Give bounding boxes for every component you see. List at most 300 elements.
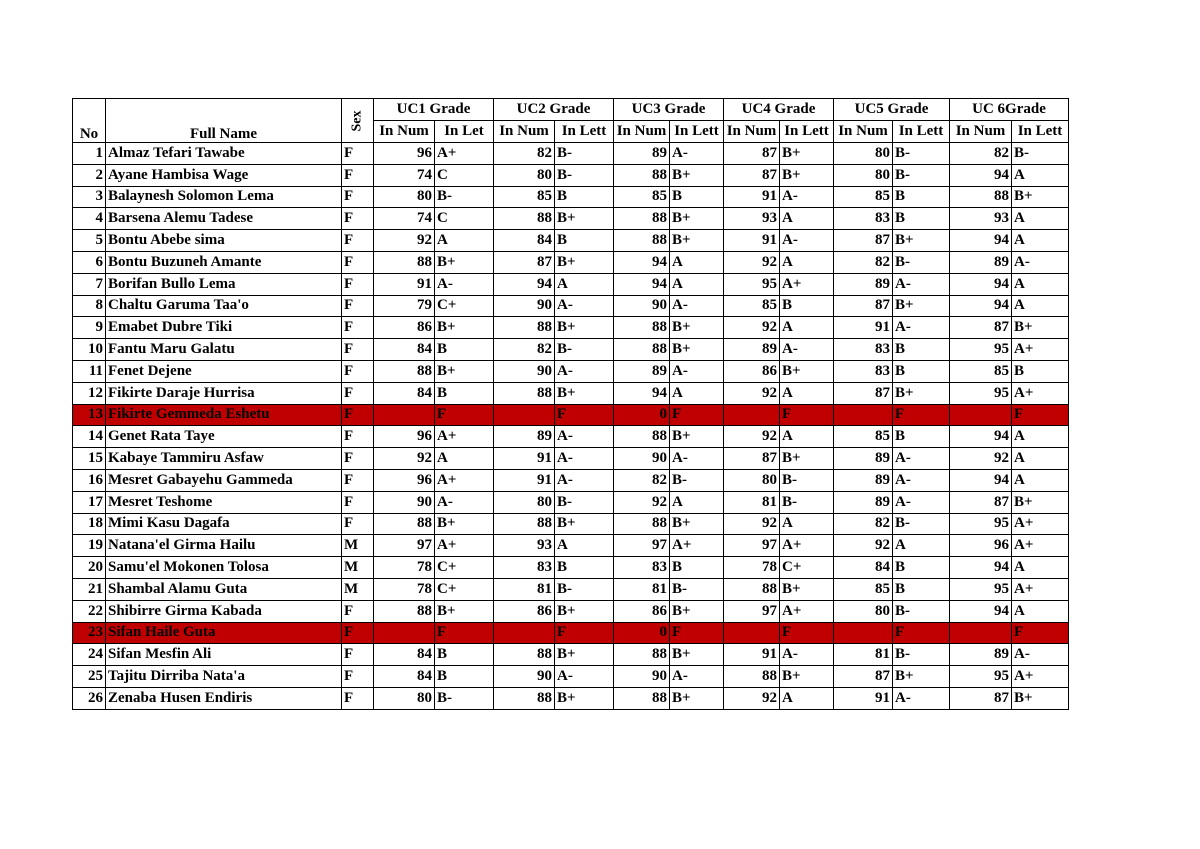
uc4-grade-number: 97	[724, 535, 780, 557]
uc1-grade-number: 97	[374, 535, 435, 557]
uc1-grade-letter: B	[435, 644, 494, 666]
uc6-grade-letter: A	[1012, 469, 1069, 491]
uc3-grade-number: 94	[614, 382, 670, 404]
student-sex: F	[342, 230, 374, 252]
uc4-grade-number: 92	[724, 513, 780, 535]
uc1-grade-number: 74	[374, 208, 435, 230]
uc5-grade-number: 85	[834, 186, 893, 208]
student-name: Fikirte Daraje Hurrisa	[106, 382, 342, 404]
uc2-grade-number: 87	[494, 251, 555, 273]
uc5-grade-letter: B	[893, 339, 950, 361]
uc4-grade-number: 85	[724, 295, 780, 317]
uc2-grade-letter: A	[555, 535, 614, 557]
uc6-grade-number: 94	[950, 295, 1012, 317]
header-full-name: Full Name	[106, 99, 342, 143]
uc4-grade-letter: F	[780, 404, 834, 426]
uc3-grade-letter: B+	[670, 600, 724, 622]
uc3-grade-number: 88	[614, 208, 670, 230]
uc1-grade-letter: C+	[435, 557, 494, 579]
uc5-grade-number: 85	[834, 578, 893, 600]
uc5-grade-number: 82	[834, 513, 893, 535]
uc4-grade-number: 78	[724, 557, 780, 579]
student-sex: F	[342, 687, 374, 709]
uc3-grade-letter: A-	[670, 666, 724, 688]
uc1-grade-number: 84	[374, 339, 435, 361]
uc1-grade-letter: A-	[435, 273, 494, 295]
uc4-grade-letter: A-	[780, 230, 834, 252]
uc3-grade-number: 88	[614, 687, 670, 709]
uc5-grade-number: 81	[834, 644, 893, 666]
student-name: Bontu Buzuneh Amante	[106, 251, 342, 273]
uc1-grade-number: 80	[374, 687, 435, 709]
uc6-grade-letter: B+	[1012, 687, 1069, 709]
uc3-grade-number: 88	[614, 426, 670, 448]
row-number: 24	[73, 644, 106, 666]
uc3-grade-letter: A	[670, 491, 724, 513]
uc1-grade-number: 88	[374, 513, 435, 535]
uc6-grade-letter: A	[1012, 448, 1069, 470]
student-sex: F	[342, 208, 374, 230]
uc3-grade-number: 88	[614, 317, 670, 339]
uc3-grade-number: 92	[614, 491, 670, 513]
row-number: 11	[73, 360, 106, 382]
uc2-grade-number: 82	[494, 143, 555, 165]
uc6-grade-number: 88	[950, 186, 1012, 208]
uc5-grade-letter: B-	[893, 251, 950, 273]
uc5-grade-number: 89	[834, 448, 893, 470]
uc6-grade-letter: A+	[1012, 382, 1069, 404]
header-uc5-in-let: In Lett	[893, 121, 950, 143]
uc3-grade-letter: B	[670, 557, 724, 579]
uc4-grade-number: 89	[724, 339, 780, 361]
uc5-grade-letter: A-	[893, 469, 950, 491]
student-sex: F	[342, 513, 374, 535]
uc2-grade-letter: B	[555, 186, 614, 208]
uc5-grade-letter: B+	[893, 382, 950, 404]
row-number: 8	[73, 295, 106, 317]
uc1-grade-letter: F	[435, 404, 494, 426]
uc2-grade-letter: F	[555, 622, 614, 644]
row-number: 1	[73, 143, 106, 165]
uc3-grade-letter: F	[670, 622, 724, 644]
uc1-grade-letter: A	[435, 448, 494, 470]
student-name: Kabaye Tammiru Asfaw	[106, 448, 342, 470]
grade-table	[72, 98, 1069, 710]
uc4-grade-letter: A	[780, 382, 834, 404]
student-sex: F	[342, 339, 374, 361]
uc5-grade-letter: A	[893, 535, 950, 557]
uc5-grade-number: 80	[834, 164, 893, 186]
header-uc2-in-let: In Lett	[555, 121, 614, 143]
student-name: Ayane Hambisa Wage	[106, 164, 342, 186]
header-uc2-grade: UC2 Grade	[494, 99, 614, 121]
student-name: Mimi Kasu Dagafa	[106, 513, 342, 535]
uc1-grade-number: 96	[374, 426, 435, 448]
uc3-grade-letter: B+	[670, 513, 724, 535]
uc2-grade-number: 94	[494, 273, 555, 295]
uc6-grade-number: 94	[950, 557, 1012, 579]
uc4-grade-number: 93	[724, 208, 780, 230]
uc5-grade-number: 89	[834, 469, 893, 491]
student-sex: F	[342, 186, 374, 208]
uc2-grade-number: 89	[494, 426, 555, 448]
header-uc2-in-num: In Num	[494, 121, 555, 143]
uc6-grade-letter: A	[1012, 600, 1069, 622]
uc1-grade-number: 80	[374, 186, 435, 208]
uc4-grade-number: 92	[724, 687, 780, 709]
uc6-grade-letter: B+	[1012, 317, 1069, 339]
student-sex: F	[342, 143, 374, 165]
header-sex-label: Sex	[349, 110, 365, 132]
uc6-grade-number: 95	[950, 339, 1012, 361]
uc5-grade-number	[834, 404, 893, 426]
student-sex: F	[342, 251, 374, 273]
table-row	[73, 600, 1069, 622]
row-number: 2	[73, 164, 106, 186]
header-uc4-grade: UC4 Grade	[724, 99, 834, 121]
uc4-grade-number: 92	[724, 317, 780, 339]
uc3-grade-number: 85	[614, 186, 670, 208]
table-row	[73, 382, 1069, 404]
uc3-grade-letter: B-	[670, 469, 724, 491]
uc1-grade-number: 90	[374, 491, 435, 513]
uc6-grade-letter: A	[1012, 295, 1069, 317]
student-sex: F	[342, 644, 374, 666]
table-row	[73, 491, 1069, 513]
uc1-grade-letter: A-	[435, 491, 494, 513]
table-row	[73, 469, 1069, 491]
student-sex: F	[342, 666, 374, 688]
student-name: Tajitu Dirriba Nata'a	[106, 666, 342, 688]
uc4-grade-number: 87	[724, 164, 780, 186]
row-number: 18	[73, 513, 106, 535]
header-uc3-grade: UC3 Grade	[614, 99, 724, 121]
uc1-grade-letter: A+	[435, 426, 494, 448]
uc5-grade-number: 83	[834, 208, 893, 230]
table-row	[73, 273, 1069, 295]
uc1-grade-number: 96	[374, 143, 435, 165]
uc4-grade-letter: B	[780, 295, 834, 317]
uc4-grade-number: 86	[724, 360, 780, 382]
uc3-grade-number: 82	[614, 469, 670, 491]
uc4-grade-letter: A	[780, 251, 834, 273]
row-number: 12	[73, 382, 106, 404]
row-number: 13	[73, 404, 106, 426]
table-row	[73, 317, 1069, 339]
uc5-grade-letter: B	[893, 426, 950, 448]
uc2-grade-number: 81	[494, 578, 555, 600]
uc4-grade-letter: A-	[780, 339, 834, 361]
uc4-grade-number: 95	[724, 273, 780, 295]
uc5-grade-letter: B	[893, 360, 950, 382]
header-uc1-in-let: In Let	[435, 121, 494, 143]
uc3-grade-number: 89	[614, 360, 670, 382]
uc3-grade-letter: A+	[670, 535, 724, 557]
uc3-grade-number: 90	[614, 295, 670, 317]
uc3-grade-number: 94	[614, 251, 670, 273]
student-sex: M	[342, 578, 374, 600]
uc3-grade-number: 86	[614, 600, 670, 622]
uc5-grade-number: 89	[834, 273, 893, 295]
student-name: Fenet Dejene	[106, 360, 342, 382]
uc1-grade-letter: A+	[435, 143, 494, 165]
table-row	[73, 557, 1069, 579]
uc3-grade-letter: A	[670, 251, 724, 273]
uc5-grade-number: 80	[834, 600, 893, 622]
header-uc6-in-let: In Lett	[1012, 121, 1069, 143]
uc5-grade-letter: B-	[893, 143, 950, 165]
student-sex: F	[342, 317, 374, 339]
uc2-grade-number: 80	[494, 491, 555, 513]
student-name: Samu'el Mokonen Tolosa	[106, 557, 342, 579]
uc4-grade-number: 80	[724, 469, 780, 491]
uc5-grade-number: 80	[834, 143, 893, 165]
student-sex: F	[342, 426, 374, 448]
uc3-grade-number: 90	[614, 448, 670, 470]
table-row	[73, 578, 1069, 600]
student-name: Balaynesh Solomon Lema	[106, 186, 342, 208]
uc3-grade-number: 89	[614, 143, 670, 165]
uc1-grade-number: 92	[374, 230, 435, 252]
uc2-grade-letter: B+	[555, 644, 614, 666]
uc1-grade-number: 92	[374, 448, 435, 470]
uc1-grade-letter: C+	[435, 578, 494, 600]
uc3-grade-number: 0	[614, 622, 670, 644]
uc2-grade-number: 93	[494, 535, 555, 557]
row-number: 10	[73, 339, 106, 361]
uc6-grade-number: 94	[950, 273, 1012, 295]
uc6-grade-letter: F	[1012, 622, 1069, 644]
uc6-grade-letter: A+	[1012, 578, 1069, 600]
uc5-grade-letter: B	[893, 186, 950, 208]
uc6-grade-number: 94	[950, 426, 1012, 448]
uc4-grade-letter: B+	[780, 164, 834, 186]
uc4-grade-letter: B-	[780, 491, 834, 513]
uc4-grade-letter: B+	[780, 666, 834, 688]
uc5-grade-letter: F	[893, 404, 950, 426]
student-sex: F	[342, 448, 374, 470]
uc2-grade-letter: B+	[555, 513, 614, 535]
header-uc5-in-num: In Num	[834, 121, 893, 143]
uc5-grade-letter: A-	[893, 317, 950, 339]
row-number: 17	[73, 491, 106, 513]
uc3-grade-letter: A-	[670, 295, 724, 317]
uc3-grade-number: 88	[614, 339, 670, 361]
table-row	[73, 644, 1069, 666]
table-row	[73, 448, 1069, 470]
table-row	[73, 687, 1069, 709]
uc1-grade-letter: B	[435, 339, 494, 361]
uc2-grade-number: 80	[494, 164, 555, 186]
student-name: Natana'el Girma Hailu	[106, 535, 342, 557]
uc4-grade-number: 91	[724, 644, 780, 666]
uc1-grade-number: 74	[374, 164, 435, 186]
table-row	[73, 622, 1069, 644]
uc1-grade-letter: B+	[435, 317, 494, 339]
uc4-grade-letter: A-	[780, 186, 834, 208]
row-number: 6	[73, 251, 106, 273]
uc4-grade-number	[724, 404, 780, 426]
uc1-grade-letter: B	[435, 382, 494, 404]
uc4-grade-letter: F	[780, 622, 834, 644]
student-sex: F	[342, 273, 374, 295]
uc3-grade-number: 88	[614, 513, 670, 535]
uc6-grade-number: 85	[950, 360, 1012, 382]
uc1-grade-letter: B+	[435, 360, 494, 382]
header-uc6-in-num: In Num	[950, 121, 1012, 143]
uc6-grade-letter: A	[1012, 426, 1069, 448]
uc2-grade-number: 82	[494, 339, 555, 361]
uc5-grade-number: 92	[834, 535, 893, 557]
student-sex: F	[342, 600, 374, 622]
uc2-grade-number: 88	[494, 644, 555, 666]
uc6-grade-letter: B+	[1012, 186, 1069, 208]
uc2-grade-letter: B-	[555, 578, 614, 600]
uc6-grade-number: 87	[950, 687, 1012, 709]
header-uc5-grade: UC5 Grade	[834, 99, 950, 121]
uc2-grade-letter: B-	[555, 164, 614, 186]
uc2-grade-number: 86	[494, 600, 555, 622]
row-number: 23	[73, 622, 106, 644]
uc5-grade-letter: B	[893, 578, 950, 600]
table-row	[73, 513, 1069, 535]
uc1-grade-letter: B-	[435, 687, 494, 709]
uc6-grade-number: 89	[950, 644, 1012, 666]
uc6-grade-number: 87	[950, 491, 1012, 513]
uc5-grade-letter: B-	[893, 164, 950, 186]
uc3-grade-number: 94	[614, 273, 670, 295]
uc6-grade-number: 94	[950, 469, 1012, 491]
uc4-grade-letter: C+	[780, 557, 834, 579]
student-name: Bontu Abebe sima	[106, 230, 342, 252]
uc5-grade-number: 84	[834, 557, 893, 579]
uc3-grade-number: 88	[614, 644, 670, 666]
uc6-grade-letter: A	[1012, 208, 1069, 230]
student-name: Chaltu Garuma Taa'o	[106, 295, 342, 317]
uc6-grade-number: 87	[950, 317, 1012, 339]
uc5-grade-letter: B+	[893, 295, 950, 317]
uc2-grade-letter: B+	[555, 600, 614, 622]
uc6-grade-letter: F	[1012, 404, 1069, 426]
student-name: Sifan Haile Guta	[106, 622, 342, 644]
row-number: 26	[73, 687, 106, 709]
uc6-grade-letter: A+	[1012, 666, 1069, 688]
uc3-grade-letter: B+	[670, 339, 724, 361]
uc4-grade-letter: B+	[780, 448, 834, 470]
uc2-grade-number: 90	[494, 360, 555, 382]
row-number: 25	[73, 666, 106, 688]
uc5-grade-letter: A-	[893, 273, 950, 295]
uc5-grade-letter: B+	[893, 230, 950, 252]
uc1-grade-letter: A	[435, 230, 494, 252]
uc3-grade-number: 83	[614, 557, 670, 579]
uc3-grade-letter: B+	[670, 426, 724, 448]
uc4-grade-number: 81	[724, 491, 780, 513]
uc4-grade-letter: A-	[780, 644, 834, 666]
table-row	[73, 535, 1069, 557]
uc1-grade-letter: A+	[435, 469, 494, 491]
uc1-grade-number: 84	[374, 382, 435, 404]
uc2-grade-number: 85	[494, 186, 555, 208]
table-row	[73, 208, 1069, 230]
header-uc1-in-num: In Num	[374, 121, 435, 143]
header-sex	[342, 99, 374, 143]
header-uc6-grade: UC 6Grade	[950, 99, 1069, 121]
uc2-grade-number	[494, 404, 555, 426]
uc3-grade-letter: B	[670, 186, 724, 208]
uc5-grade-number	[834, 622, 893, 644]
header-uc1-grade: UC1 Grade	[374, 99, 494, 121]
uc5-grade-letter: B	[893, 208, 950, 230]
uc2-grade-letter: B-	[555, 339, 614, 361]
uc2-grade-letter: B-	[555, 491, 614, 513]
uc4-grade-letter: B+	[780, 578, 834, 600]
uc6-grade-number: 89	[950, 251, 1012, 273]
uc6-grade-letter: A	[1012, 273, 1069, 295]
uc2-grade-letter: A-	[555, 448, 614, 470]
uc1-grade-number: 91	[374, 273, 435, 295]
uc2-grade-letter: A	[555, 273, 614, 295]
uc5-grade-letter: B-	[893, 600, 950, 622]
uc6-grade-letter: A-	[1012, 644, 1069, 666]
uc4-grade-letter: A	[780, 687, 834, 709]
uc1-grade-number: 84	[374, 644, 435, 666]
uc5-grade-number: 87	[834, 230, 893, 252]
uc6-grade-number: 95	[950, 382, 1012, 404]
uc1-grade-number	[374, 622, 435, 644]
uc4-grade-number: 92	[724, 251, 780, 273]
student-sex: F	[342, 491, 374, 513]
uc4-grade-letter: A	[780, 513, 834, 535]
row-number: 4	[73, 208, 106, 230]
uc1-grade-letter: B+	[435, 600, 494, 622]
uc3-grade-letter: A-	[670, 143, 724, 165]
uc4-grade-letter: A	[780, 208, 834, 230]
student-sex: F	[342, 382, 374, 404]
uc6-grade-number: 94	[950, 164, 1012, 186]
uc2-grade-number	[494, 622, 555, 644]
student-name: Zenaba Husen Endiris	[106, 687, 342, 709]
uc4-grade-number	[724, 622, 780, 644]
student-name: Shibirre Girma Kabada	[106, 600, 342, 622]
uc3-grade-letter: B+	[670, 687, 724, 709]
uc3-grade-letter: B+	[670, 644, 724, 666]
uc2-grade-number: 84	[494, 230, 555, 252]
uc3-grade-number: 0	[614, 404, 670, 426]
uc2-grade-letter: A-	[555, 295, 614, 317]
student-name: Fikirte Gemmeda Eshetu	[106, 404, 342, 426]
uc3-grade-number: 88	[614, 230, 670, 252]
uc2-grade-letter: B-	[555, 143, 614, 165]
uc6-grade-number: 92	[950, 448, 1012, 470]
uc3-grade-letter: F	[670, 404, 724, 426]
row-number: 7	[73, 273, 106, 295]
uc1-grade-number: 86	[374, 317, 435, 339]
row-number: 16	[73, 469, 106, 491]
uc6-grade-number: 95	[950, 513, 1012, 535]
uc1-grade-number	[374, 404, 435, 426]
uc1-grade-letter: A+	[435, 535, 494, 557]
student-name: Mesret Gabayehu Gammeda	[106, 469, 342, 491]
uc3-grade-letter: B-	[670, 578, 724, 600]
uc4-grade-letter: A+	[780, 273, 834, 295]
uc2-grade-number: 88	[494, 513, 555, 535]
uc6-grade-number: 82	[950, 143, 1012, 165]
uc3-grade-letter: A	[670, 382, 724, 404]
table-row	[73, 295, 1069, 317]
uc6-grade-letter: A+	[1012, 513, 1069, 535]
uc3-grade-letter: A	[670, 273, 724, 295]
